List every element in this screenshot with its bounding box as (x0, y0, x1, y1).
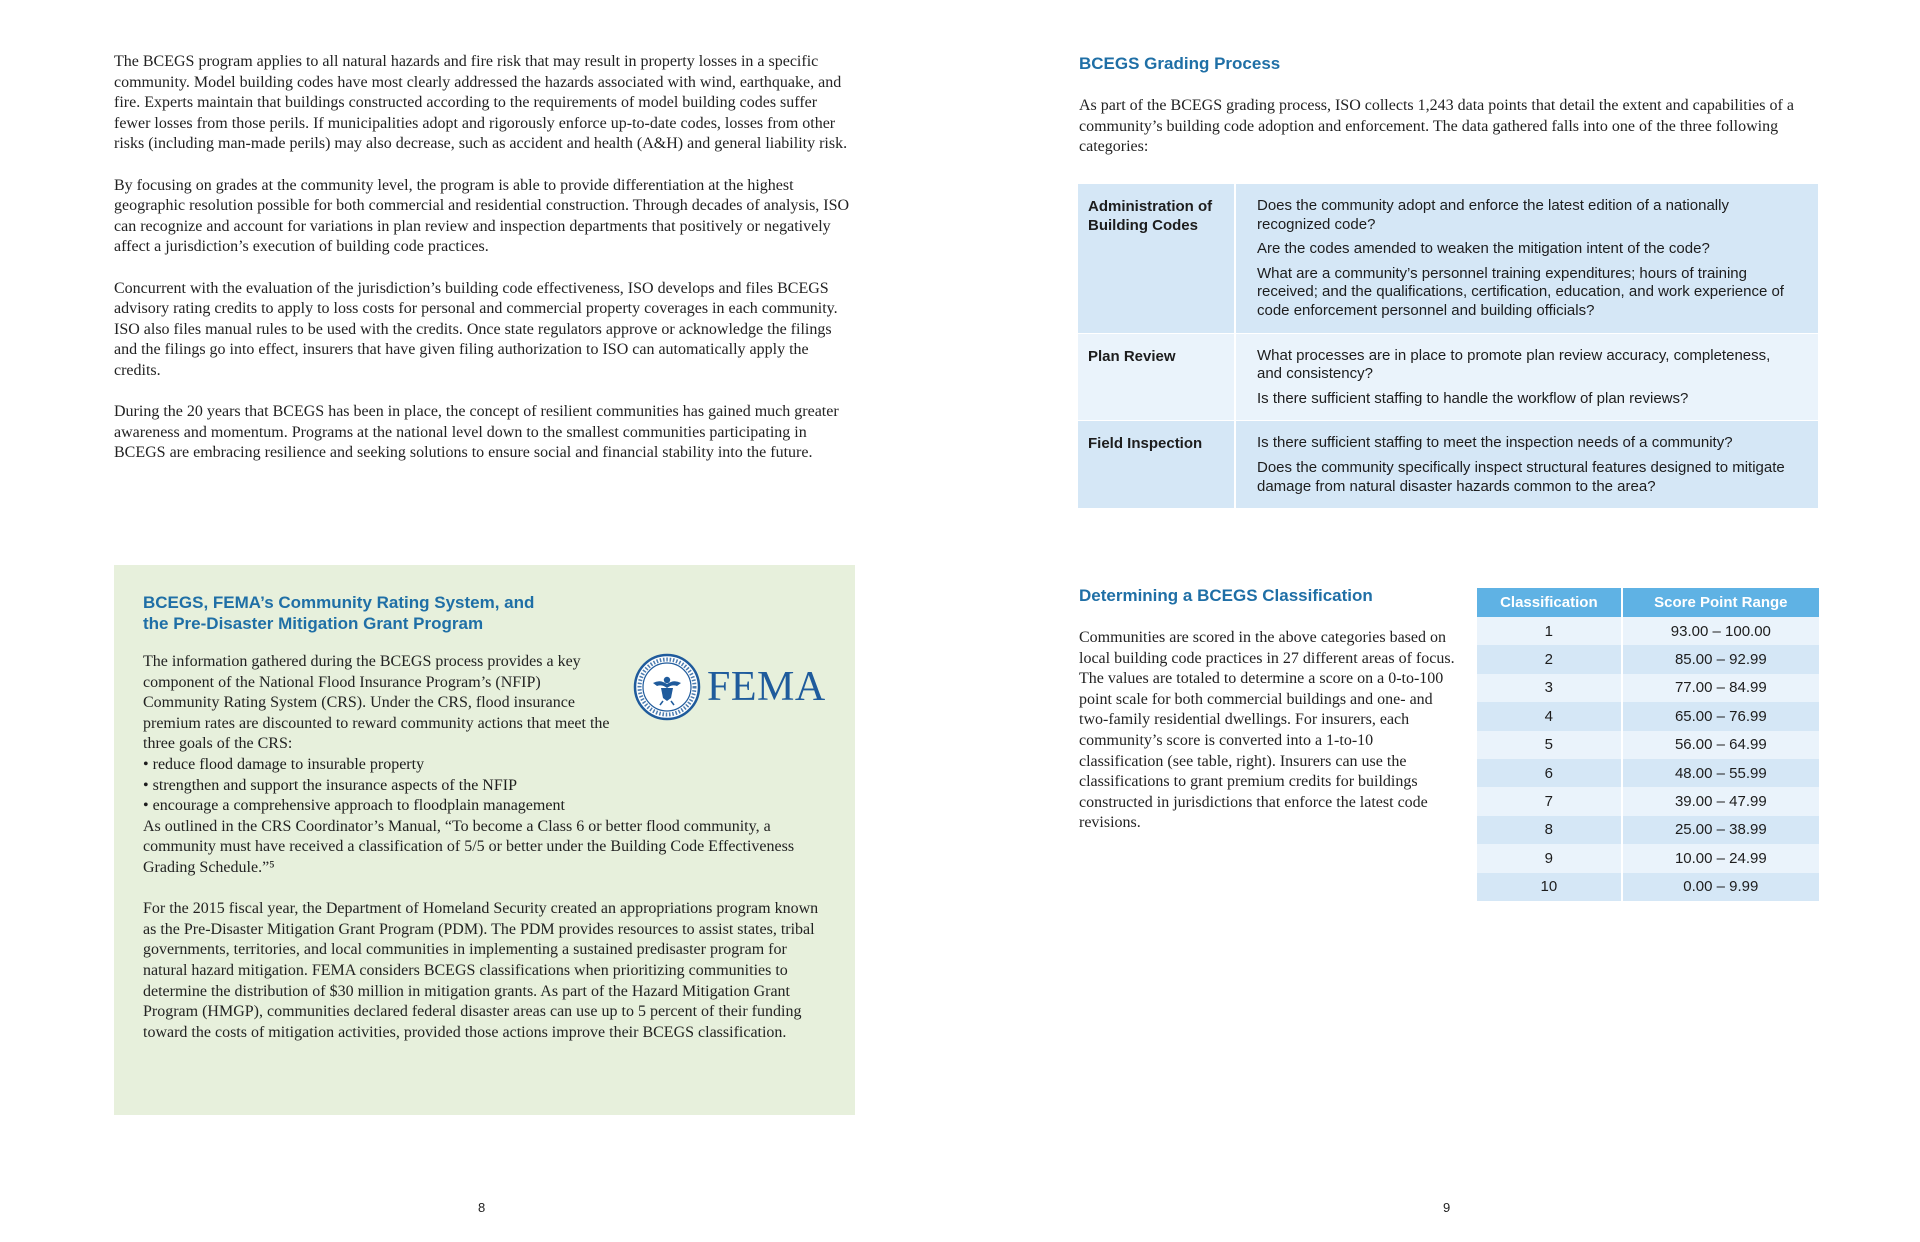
categories-table (1078, 183, 1818, 509)
classification-cell: 10 (1477, 873, 1622, 901)
body-paragraph: By focusing on grades at the community level, the program is able to provide differentiation at the highest geographic resolution possible for both commercial and residential construction. Through decades of analysis, ISO can recognize and account for variations in plan review and inspection departments that positively or negatively affect a jurisdiction’s execution of building code practices. (114, 176, 850, 256)
score-range-cell: 77.00 – 84.99 (1622, 674, 1819, 702)
classification-cell: 1 (1477, 617, 1622, 645)
classification-table (1477, 588, 1819, 901)
classification-cell: 6 (1477, 759, 1622, 787)
fema-logo-text: FEMA (707, 664, 826, 710)
body-paragraph: Concurrent with the evaluation of the jurisdiction’s building code effectiveness, ISO develops and files BCEGS advisory rating credits to apply to loss costs for personal and commercial property coverages in each community. ISO also files manual rules to be used with the credits. Once state regulators approve or acknowledge the filings and the filings go into effect, insurers that have given filing authorization to ISO can automatically apply the credits. (114, 279, 838, 379)
score-range-cell: 56.00 – 64.99 (1622, 731, 1819, 759)
table-header-row (1477, 588, 1819, 617)
callout-intro: The information gathered during the BCEGS process provides a key component of the National Flood Insurance Program’s (NFIP) Community Rating System (CRS). Under the CRS, flood insurance premium rates are discounted to reward community actions that meet the three goals of the CRS: (143, 653, 610, 753)
column-header: Classification (1477, 588, 1622, 617)
table-row (1477, 759, 1819, 787)
callout-intro-block (143, 652, 826, 817)
category-question: Is there sufficient staffing to meet the inspection needs of a community? (1257, 434, 1733, 452)
table-row (1477, 787, 1819, 815)
score-range-cell: 65.00 – 76.99 (1622, 702, 1819, 730)
category-question: Are the codes amended to weaken the mitigation intent of the code? (1257, 240, 1710, 258)
grading-process-heading: BCEGS Grading Process (1079, 54, 1281, 73)
fema-callout-box (114, 565, 855, 1115)
table-row (1477, 816, 1819, 844)
callout-paragraph: As outlined in the CRS Coordinator’s Manual, “To become a Class 6 or better flood community, a community must have received a classification of 5/5 or better under the Building Code Effectiveness Grading Schedule.”⁵ (143, 817, 795, 876)
classification-cell: 3 (1477, 674, 1622, 702)
grading-intro: As part of the BCEGS grading process, ISO collects 1,243 data points that detail the extent and capabilities of a community’s building code adoption and enforcement. The data gathered falls into one of the three following categories: (1079, 97, 1794, 156)
table-row (1477, 674, 1819, 702)
list-item: • strengthen and support the insurance aspects of the NFIP (143, 776, 618, 797)
table-row (1477, 645, 1819, 673)
score-range-cell: 48.00 – 55.99 (1622, 759, 1819, 787)
category-question: Does the community specifically inspect structural features designed to mitigate damage from natural disaster hazards common to the area? (1257, 458, 1785, 495)
category-questions (1236, 184, 1818, 333)
table-row (1477, 873, 1819, 901)
table-row (1477, 844, 1819, 872)
category-question: Is there sufficient staffing to handle the workflow of plan reviews? (1257, 389, 1689, 407)
left-body (114, 52, 854, 484)
category-name: Field Inspection (1078, 421, 1236, 508)
callout-title (143, 593, 826, 634)
body-paragraph: During the 20 years that BCEGS has been in place, the concept of resilient communities has gained much greater awareness and momentum. Programs at the national level down to the smallest communities participating in BCEGS are embracing resilience and seeking solutions to ensure social and financial stability into the future. (114, 403, 839, 462)
page-number: 8 (478, 1200, 486, 1215)
score-range-cell: 39.00 – 47.99 (1622, 787, 1819, 815)
category-row (1078, 334, 1818, 421)
fema-logo (633, 652, 833, 722)
classification-text: Communities are scored in the above categories based on local building code practices in 27 different areas of focus. The values are totaled to determine a score on a 0-to-100 point scale for both commercial buildings and one- and two-family residential dwellings. For insurers, each community’s score is converted into a 1-to-10 classification (see table, right). Insurers can use the classifications to grant premium credits for buildings constructed in jurisdictions that enforce the latest code revisions. (1079, 629, 1455, 832)
score-range-cell: 10.00 – 24.99 (1622, 844, 1819, 872)
classification-cell: 4 (1477, 702, 1622, 730)
callout-paragraph: For the 2015 fiscal year, the Department of Homeland Security created an appropriations program known as the Pre-Disaster Mitigation Grant Program (PDM). The PDM provides resources to assist states, tribal governments, territories, and local communities in implementing a sustained predisaster program for natural hazard mitigation. FEMA considers BCEGS classifications when prioritizing communities to determine the distribution of $30 million in mitigation grants. As part of the Hazard Mitigation Grant Program (HMGP), communities declared federal disaster areas can use up to 5 percent of their funding toward the costs of mitigation activities, provided those actions improve their BCEGS classification. (143, 900, 819, 1041)
category-question: Does the community adopt and enforce the latest edition of a nationally recognized code? (1257, 197, 1729, 233)
table-row (1477, 702, 1819, 730)
classification-heading: Determining a BCEGS Classification (1079, 586, 1373, 605)
classification-cell: 5 (1477, 731, 1622, 759)
score-range-cell: 93.00 – 100.00 (1622, 617, 1819, 645)
score-range-cell: 25.00 – 38.99 (1622, 816, 1819, 844)
classification-cell: 9 (1477, 844, 1622, 872)
list-item: • encourage a comprehensive approach to floodplain management (143, 796, 618, 817)
category-row (1078, 421, 1818, 508)
page-number: 9 (1443, 1200, 1451, 1215)
category-name-line: Administration of (1088, 198, 1213, 215)
score-range-cell: 0.00 – 9.99 (1622, 873, 1819, 901)
category-questions (1236, 421, 1818, 508)
callout-title-line: the Pre-Disaster Mitigation Grant Program (143, 613, 484, 633)
table-row (1477, 731, 1819, 759)
category-name: Plan Review (1078, 334, 1236, 421)
score-range-cell: 85.00 – 92.99 (1622, 645, 1819, 673)
table-row (1477, 617, 1819, 645)
crs-goals-list (143, 755, 618, 817)
category-row (1078, 184, 1818, 333)
category-questions (1236, 334, 1818, 421)
body-paragraph: The BCEGS program applies to all natural hazards and fire risk that may result in property losses in a specific community. Model building codes have most clearly addressed the hazards associated with wind, earthquake, and fire. Experts maintain that buildings constructed according to the requirements of model building codes suffer fewer losses from those perils. If municipalities adopt and rigorously enforce up-to-date codes, losses from other risks (including man-made perils) may also decrease, such as accident and health (A&H) and general liability risk. (114, 53, 848, 153)
classification-cell: 2 (1477, 645, 1622, 673)
classification-cell: 7 (1477, 787, 1622, 815)
callout-intro-text (143, 652, 618, 817)
column-header: Score Point Range (1622, 588, 1819, 617)
category-name-line: Building Codes (1088, 217, 1198, 234)
right-page (960, 0, 1920, 1242)
list-item: • reduce flood damage to insurable property (143, 755, 618, 776)
dhs-seal-icon (633, 653, 701, 721)
category-question: What are a community’s personnel training expenditures; hours of training received; and the qualifications, certification, education, and work experience of code enforcement personnel and building officials? (1257, 264, 1784, 319)
category-question: What processes are in place to promote plan review accuracy, completeness, and consistency? (1257, 346, 1771, 383)
category-name (1078, 184, 1236, 333)
classification-cell: 8 (1477, 816, 1622, 844)
callout-title-line: BCEGS, FEMA’s Community Rating System, and (143, 593, 535, 612)
